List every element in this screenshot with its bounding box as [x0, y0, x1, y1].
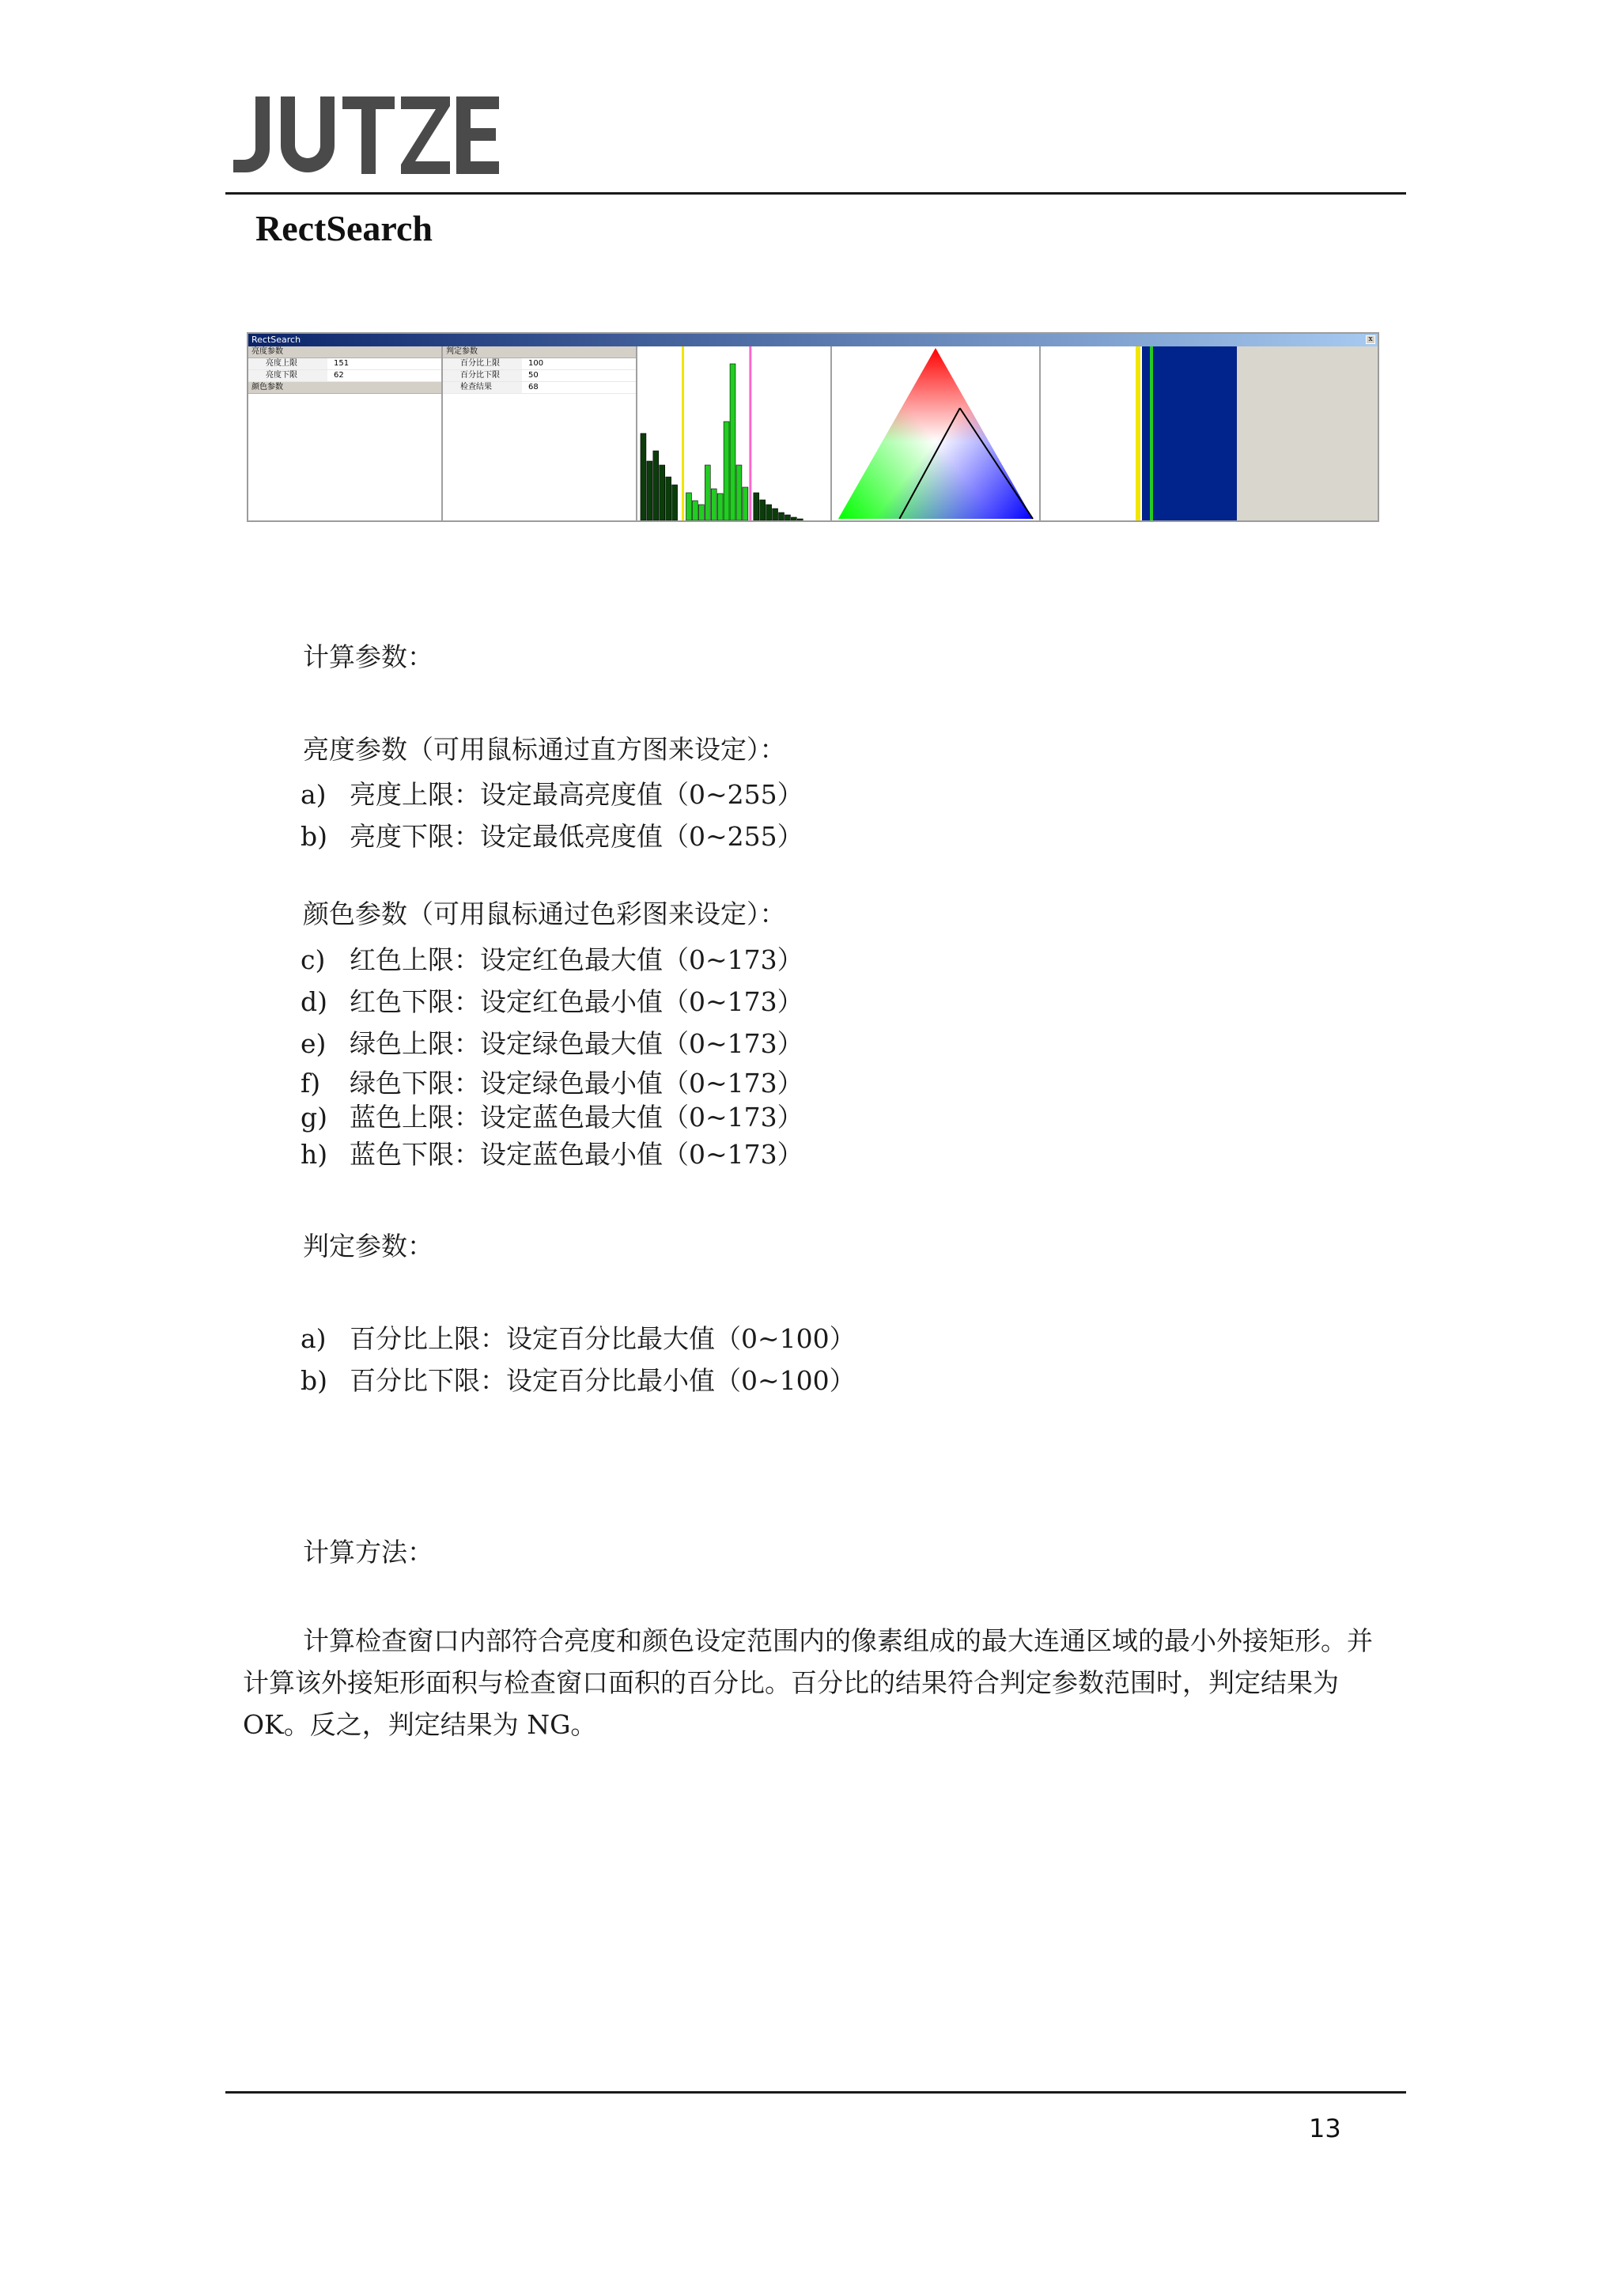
yellow-marker — [1136, 346, 1140, 520]
histogram-bar — [791, 517, 796, 520]
green-marker — [1150, 346, 1153, 520]
param-row[interactable]: 百分比下限 50 — [443, 370, 636, 382]
list-item: c) 红色上限：设定红色最大值（0~173） — [301, 944, 803, 975]
list-item: b) 百分比下限：设定百分比最小值（0~100） — [301, 1365, 856, 1396]
histogram-bar — [672, 485, 678, 520]
param-row[interactable]: 亮度下限 62 — [248, 370, 441, 382]
method-heading: 计算方法： — [303, 1537, 433, 1568]
histogram-bar — [797, 519, 803, 520]
histogram-bar — [743, 487, 748, 520]
histogram-bar — [717, 494, 723, 520]
group-head[interactable]: 颜色参数 — [248, 382, 441, 394]
blue-region — [1142, 346, 1237, 520]
histogram-bar — [705, 465, 710, 520]
list-item: e) 绿色上限：设定绿色最大值（0~173） — [301, 1028, 803, 1059]
histogram-bar — [692, 501, 698, 520]
histogram-bar — [698, 505, 704, 520]
param-row[interactable]: 百分比上限 100 — [443, 358, 636, 370]
brightness-param-panel — [248, 346, 443, 520]
calc-params-heading: 计算参数： — [303, 641, 433, 672]
brightness-histogram[interactable] — [637, 346, 832, 520]
histogram-bar — [711, 489, 716, 520]
histogram-bar — [754, 493, 759, 520]
page-number: 13 — [1309, 2113, 1341, 2143]
param-row[interactable]: 检查结果 68 — [443, 382, 636, 394]
list-item: d) 红色下限：设定红色最小值（0~173） — [301, 986, 803, 1017]
histogram-bar — [641, 433, 646, 520]
method-paragraph: 计算检查窗口内部符合亮度和颜色设定范围内的像素组成的最大连通区域的最小外接矩形。并计算该外接矩形面积与检查窗口面积的百分比。百分比的结果符合判定参数范围时，判定结果为 OK。反之，判定结果为 NG。 — [243, 1625, 1373, 1740]
histogram-bar — [724, 422, 729, 520]
header-rule — [225, 192, 1406, 195]
group-head[interactable]: 判定参数 — [443, 346, 636, 358]
list-item: h) 蓝色下限：设定蓝色最小值（0~173） — [301, 1139, 803, 1170]
group-head[interactable]: 亮度参数 — [248, 346, 441, 358]
result-view — [1041, 346, 1237, 520]
footer-rule — [225, 2091, 1406, 2094]
histogram-bar — [666, 477, 671, 520]
color-triangle-chart[interactable] — [832, 346, 1041, 520]
list-item: a) 百分比上限：设定百分比最大值（0~100） — [301, 1323, 856, 1354]
list-item: b) 亮度下限：设定最低亮度值（0~255） — [301, 821, 803, 852]
jutze-logo — [232, 93, 501, 177]
window-titlebar: RectSearch — [248, 334, 1378, 346]
list-item: a) 亮度上限：设定最高亮度值（0~255） — [301, 779, 803, 810]
histogram-bar — [785, 515, 790, 520]
judge-param-panel — [443, 346, 637, 520]
param-row[interactable]: 亮度上限 151 — [248, 358, 441, 370]
histogram-bar — [779, 513, 785, 520]
section-title: RectSearch — [255, 208, 433, 248]
list-item: g) 蓝色上限：设定蓝色最大值（0~173） — [301, 1102, 803, 1133]
histogram-bar — [647, 461, 652, 520]
rectsearch-window-screenshot — [247, 332, 1379, 522]
judge-heading: 判定参数： — [303, 1231, 433, 1261]
histogram-bar — [766, 505, 772, 520]
brightness-heading: 亮度参数（可用鼠标通过直方图来设定）： — [303, 734, 786, 765]
histogram-bar — [660, 465, 665, 520]
histogram-bar — [736, 465, 742, 520]
close-icon[interactable]: x — [1366, 335, 1375, 344]
histogram-bar — [653, 451, 659, 520]
color-heading: 颜色参数（可用鼠标通过色彩图来设定）： — [303, 898, 786, 929]
histogram-bar — [686, 493, 691, 520]
histogram-bar — [730, 364, 735, 520]
list-item: f) 绿色下限：设定绿色最小值（0~173） — [301, 1068, 803, 1099]
histogram-bar — [760, 500, 766, 520]
jutze-logo-mark — [232, 93, 501, 177]
histogram-bar — [773, 509, 778, 520]
